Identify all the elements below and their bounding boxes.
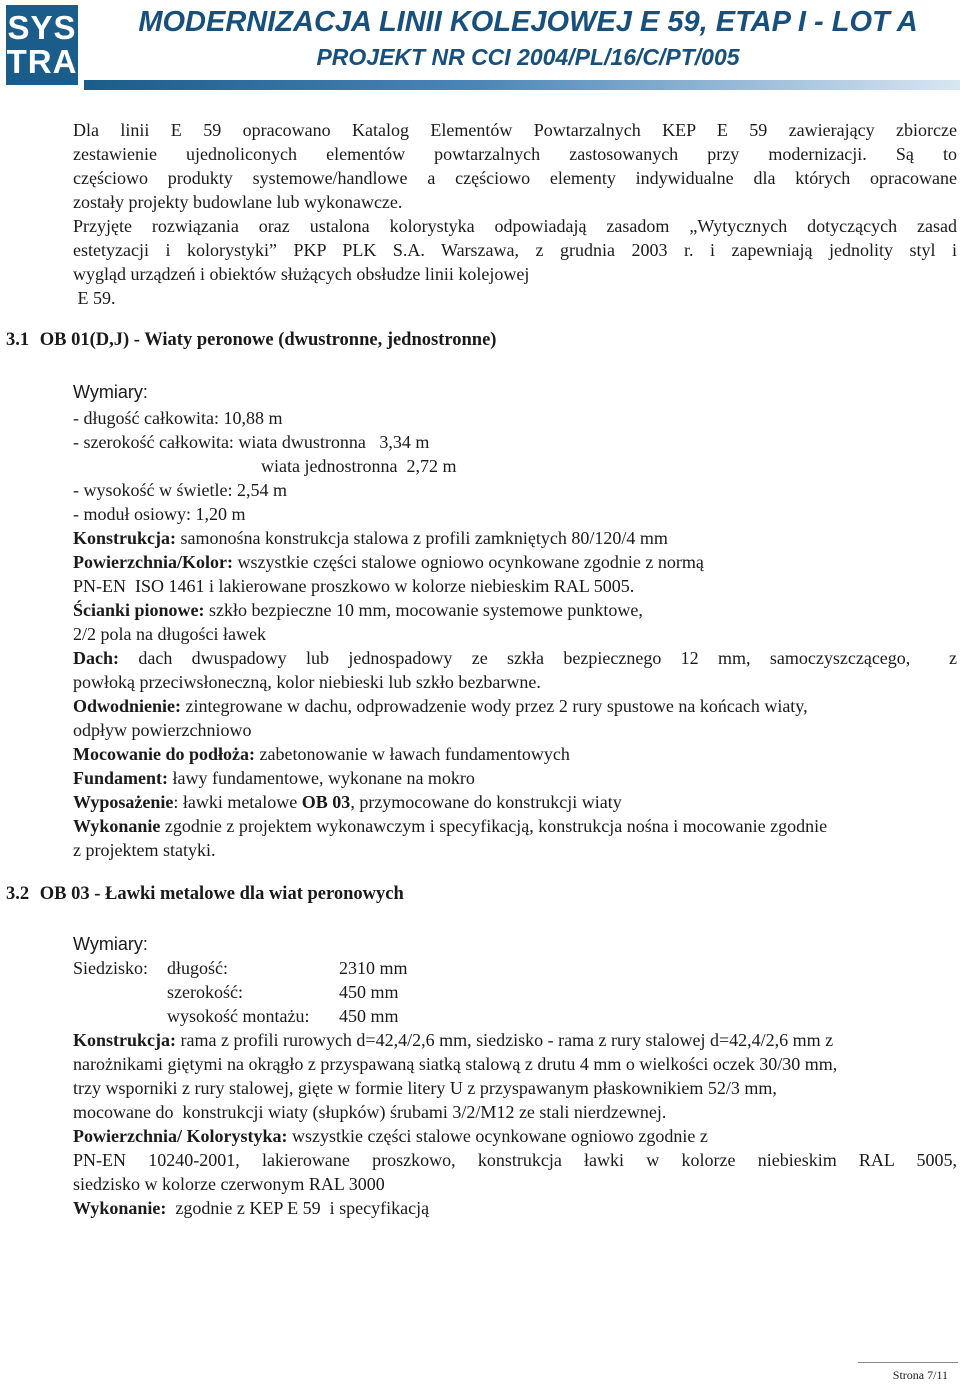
intro [73, 118, 957, 310]
dim-label: szerokość: [167, 982, 243, 1002]
konstrukcja-label: Konstrukcja: [73, 1030, 176, 1050]
powierzchnia-text: wszystkie części stalowe ogniowo ocynkowane zgodnie z normą [232, 552, 704, 572]
intro-line: częściowo produkty systemowe/handlowe a częściowo elementy indywidualne dla których opracowane [73, 168, 957, 188]
powierzchnia-line: PN-EN 10240-2001, lakierowane proszkowo, konstrukcja ławki w kolorze niebieskim RAL 5005, [73, 1150, 957, 1170]
header-subtitle: PROJEKT NR CCI 2004/PL/16/C/PT/005 [316, 44, 740, 70]
intro-line: zostały projekty budowlane lub wykonawcze. [73, 192, 403, 212]
mocowanie-text: zabetonowanie w ławach fundamentowych [255, 744, 570, 764]
wyposazenie-bold: OB 03 [301, 792, 351, 812]
wymiary-label: Wymiary: [73, 382, 148, 402]
powierzchnia-label: Powierzchnia/ Kolorystyka: [73, 1126, 288, 1146]
dach-label: Dach: [73, 648, 119, 668]
wyposazenie-label: Wyposażenie [73, 792, 174, 812]
dim-label: długość: [167, 958, 228, 978]
systra-logo [6, 5, 78, 85]
konstrukcja-line: mocowane do konstrukcji wiaty (słupków) śrubami 3/2/M12 ze stali nierdzewnej. [73, 1102, 667, 1122]
dim-value: 450 mm [339, 982, 399, 1002]
scianki-label: Ścianki pionowe: [73, 600, 205, 620]
wykonanie-text-2: z projektem statyki. [73, 840, 216, 860]
wykonanie-label: Wykonanie: [73, 1198, 167, 1218]
logo-line-2: TRA [6, 43, 78, 80]
section-3-1-body [73, 380, 957, 862]
intro-line: Przyjęte rozwiązania oraz ustalona kolorystyka odpowiadają zasadom „Wytycznych dotyczących zasad [73, 216, 957, 236]
dach-text-2: powłoką przeciwsłoneczną, kolor niebieski lub szkło bezbarwne. [73, 672, 541, 692]
dim-line: - wysokość w świetle: 2,54 m [73, 480, 287, 500]
intro-line: zestawienie ujednoliconych elementów powtarzalnych zastosowanych przy modernizacji. Są to [73, 144, 957, 164]
dim-value: 2310 mm [339, 958, 408, 978]
intro-line: estetyzacji i kolorystyki” PKP PLK S.A. Warszawa, z grudnia 2003 r. i zapewniają jednolity styl i [73, 240, 957, 260]
section-number: 3.2 [6, 884, 30, 904]
dim-value: 450 mm [339, 1006, 399, 1026]
dim-line: wiata jednostronna 2,72 m [261, 456, 457, 476]
wykonanie-text: zgodnie z KEP E 59 i specyfikacją [166, 1198, 430, 1218]
odwodnienie-label: Odwodnienie: [73, 696, 182, 716]
konstrukcja-line: narożnikami giętymi na okrągło z przyspawaną siatką stalową z drutu 4 mm o wielkości oczek 30/30 mm, [73, 1054, 838, 1074]
konstrukcja-text: samonośna konstrukcja stalowa z profili zamkniętych 80/120/4 mm [176, 528, 668, 548]
scianki-text-2: 2/2 pola na długości ławek [73, 624, 266, 644]
konstrukcja-line: trzy wsporniki z rury stalowej, gięte w formie litery U z przyspawanym płaskownikiem 52/3 mm, [73, 1078, 777, 1098]
wykonanie-text: zgodnie z projektem wykonawczym i specyfikacją, konstrukcja nośna i mocowanie zgodnie [160, 816, 828, 836]
powierzchnia-label: Powierzchnia/Kolor: [73, 552, 233, 572]
fundament-text: ławy fundamentowe, wykonane na mokro [168, 768, 475, 788]
powierzchnia-text: wszystkie części stalowe ocynkowane ogniowo zgodnie z [287, 1126, 708, 1146]
odwodnienie-text: zintegrowane w dachu, odprowadzenie wody przez 2 rury spustowe na końcach wiaty, [181, 696, 808, 716]
mocowanie-label: Mocowanie do podłoża: [73, 744, 255, 764]
page-number: Strona 7/11 [892, 1368, 948, 1382]
dim-line: - długość całkowita: 10,88 m [73, 408, 283, 428]
dim-line: - moduł osiowy: 1,20 m [73, 504, 246, 524]
header-title: MODERNIZACJA LINII KOLEJOWEJ E 59, ETAP I - LOT A [138, 6, 918, 38]
section-number: 3.1 [6, 330, 30, 350]
wykonanie-label: Wykonanie [73, 816, 161, 836]
intro-line: Dla linii E 59 opracowano Katalog Elementów Powtarzalnych KEP E 59 zawierający zbiorcze [73, 120, 957, 140]
section-heading-3-2 [6, 884, 404, 905]
siedzisko-label: Siedzisko: [73, 958, 148, 978]
dim-line: - szerokość całkowita: wiata dwustronna 3,34 m [73, 432, 430, 452]
section-title: OB 01(D,J) - Wiaty peronowe (dwustronne, jednostronne) [39, 330, 497, 350]
wyposazenie-text: : ławki metalowe [173, 792, 302, 812]
dach-text: dach dwuspadowy lub jednospadowy ze szkła bezpiecznego 12 mm, samoczyszczącego, z [119, 648, 957, 668]
intro-line: E 59. [73, 288, 116, 308]
powierzchnia-text-2: PN-EN ISO 1461 i lakierowane proszkowo w kolorze niebieskim RAL 5005. [73, 576, 635, 596]
header-bar [84, 80, 960, 90]
intro-line: wygląd urządzeń i obiektów służących obsłudze linii kolejowej [73, 264, 530, 284]
konstrukcja-label: Konstrukcja: [73, 528, 176, 548]
scianki-text: szkło bezpieczne 10 mm, mocowanie systemowe punktowe, [204, 600, 643, 620]
section-title: OB 03 - Ławki metalowe dla wiat peronowych [39, 884, 404, 904]
konstrukcja-text: rama z profili rurowych d=42,4/2,6 mm, siedzisko - rama z rury stalowej d=42,4/2,6 mm z [176, 1030, 834, 1050]
wyposazenie-text-2: , przymocowane do konstrukcji wiaty [350, 792, 622, 812]
footer-rule [858, 1362, 958, 1363]
powierzchnia-line: siedzisko w kolorze czerwonym RAL 3000 [73, 1174, 385, 1194]
section-heading-3-1 [6, 330, 496, 351]
fundament-label: Fundament: [73, 768, 169, 788]
logo-line-1: SYS [7, 9, 77, 46]
wymiary-label: Wymiary: [73, 934, 148, 954]
odwodnienie-text-2: odpływ powierzchniowo [73, 720, 252, 740]
dim-label: wysokość montażu: [167, 1006, 310, 1026]
section-3-2-body [73, 932, 957, 1220]
